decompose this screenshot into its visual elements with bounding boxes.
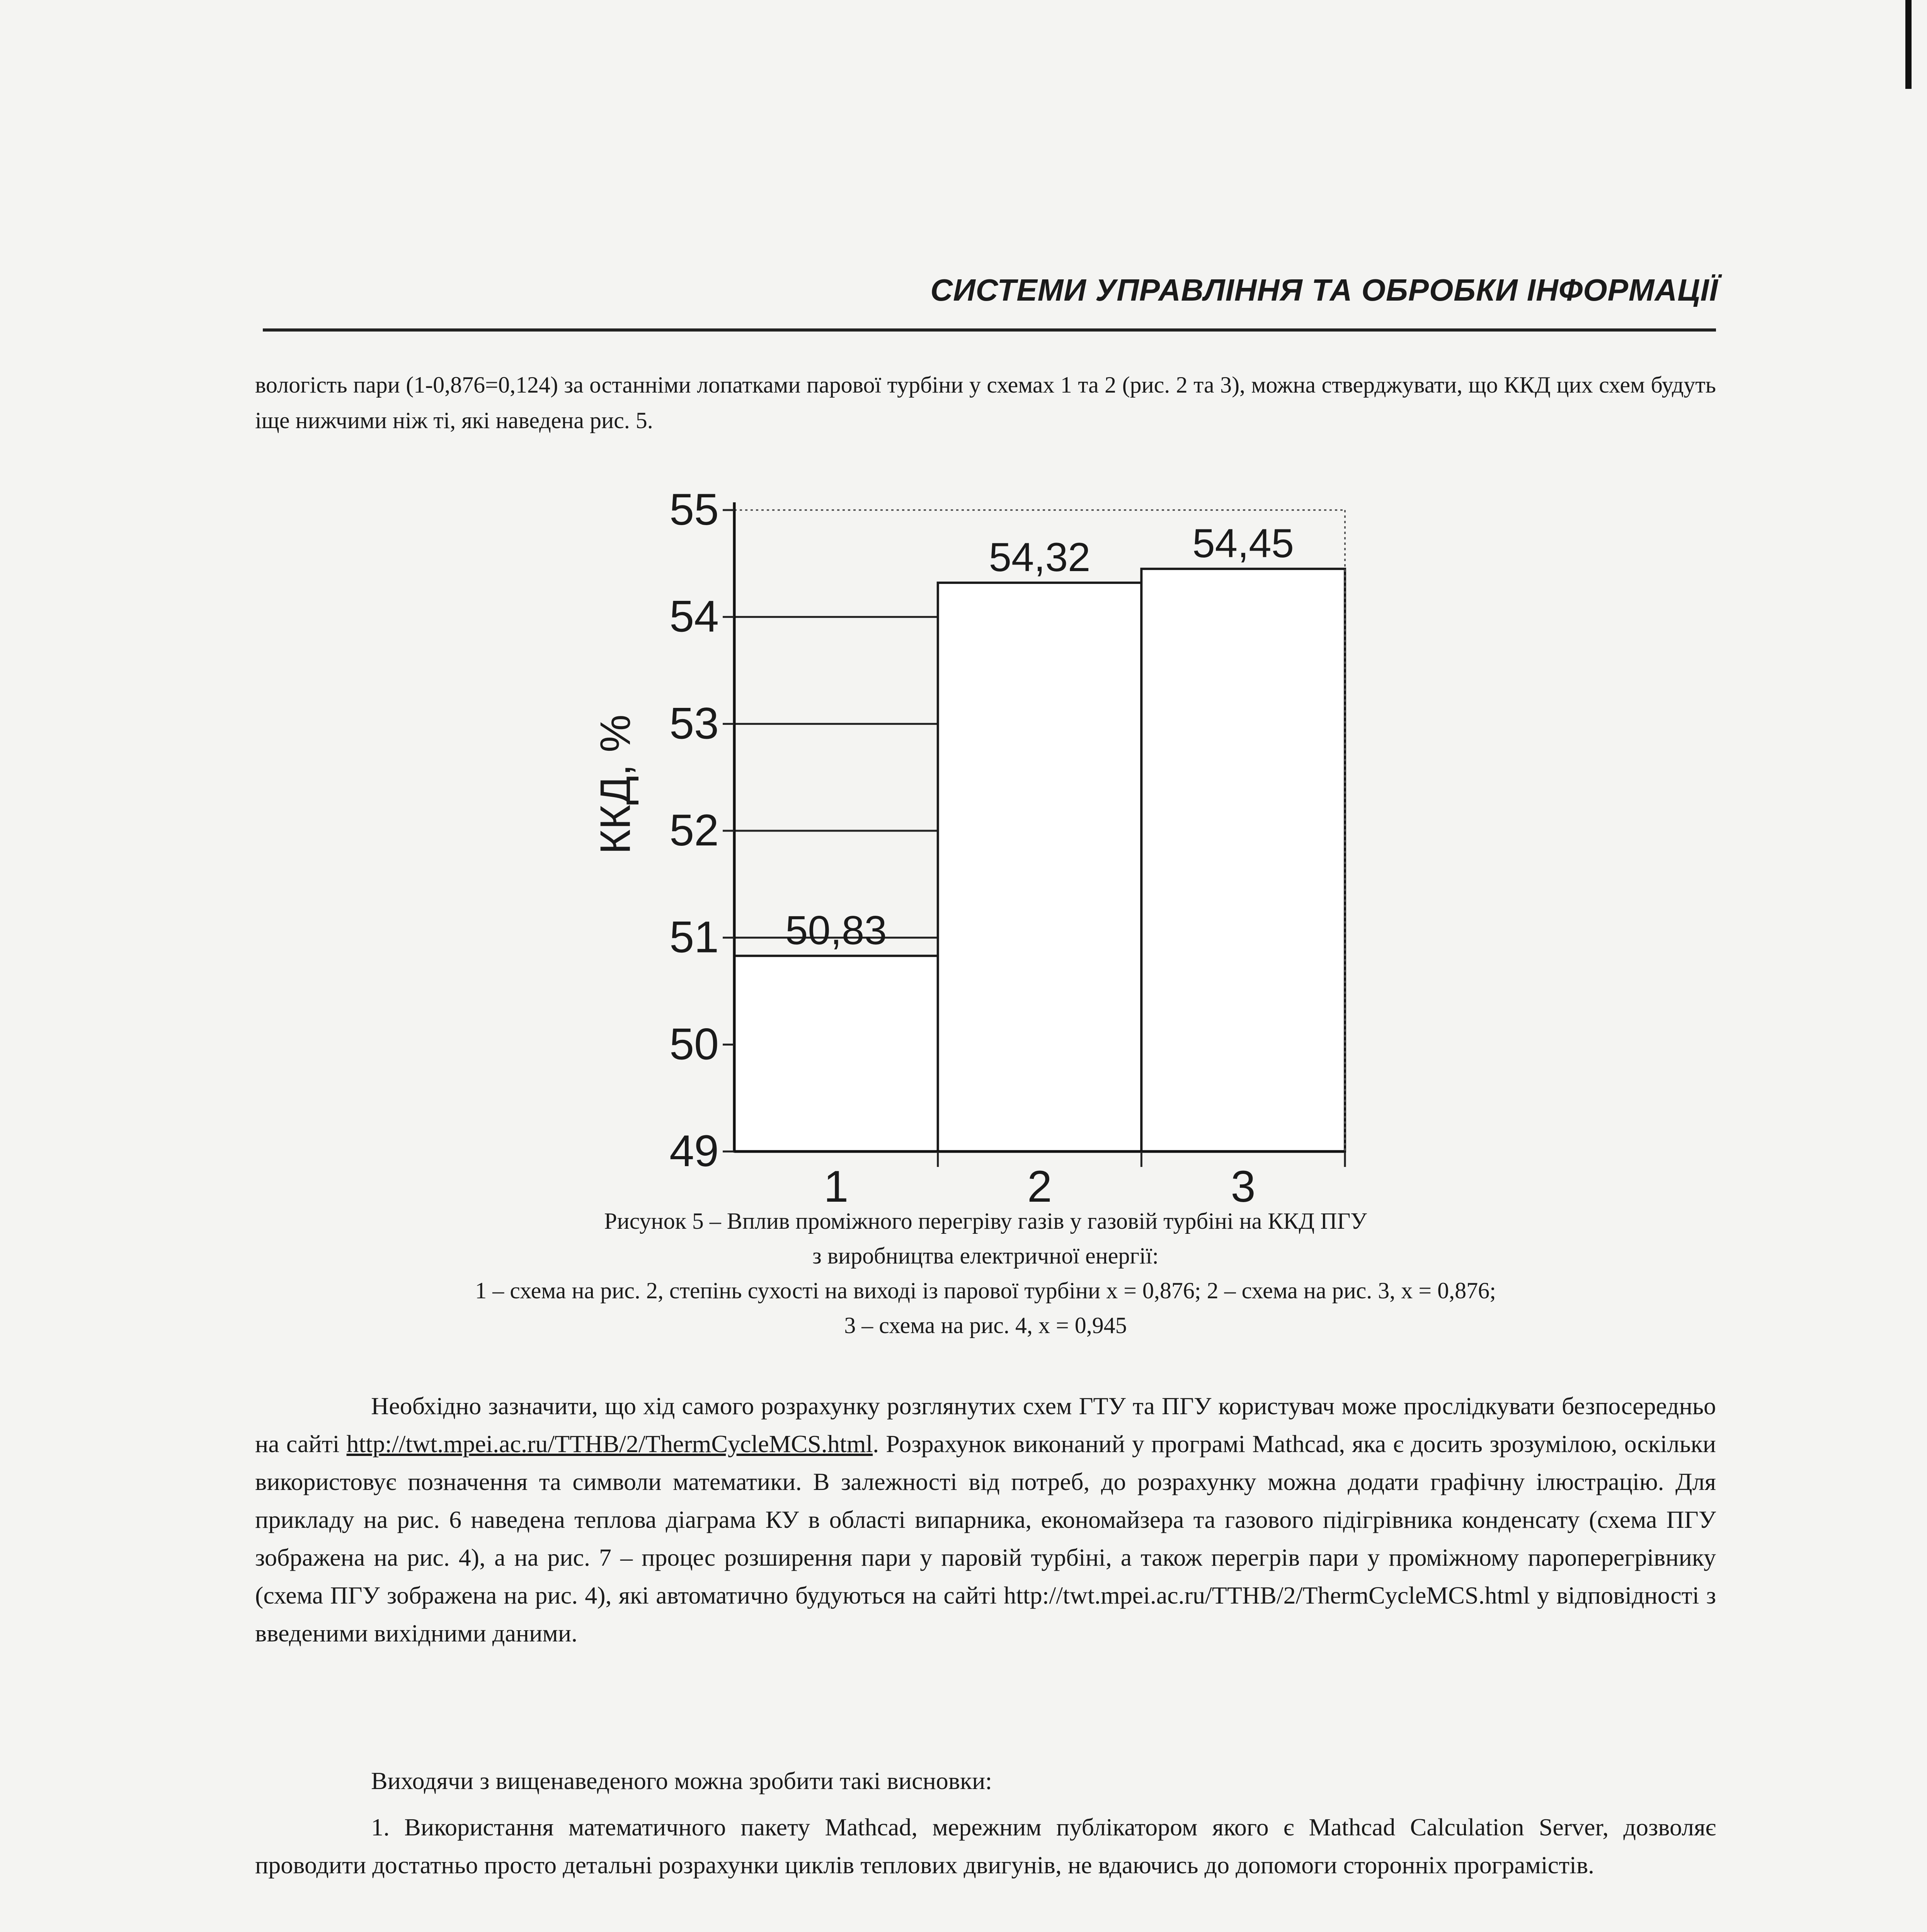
paragraph-1: Необхідно зазначити, що хід самого розрахунку розглянутих схем ГТУ та ПГУ користувач може прослідкувати безпосередньо на сайті http://twt.mpei.ac.ru/TTHB/2/ThermCycleMCS.html. Розрахунок виконаний у програмі Mathcad, яка є досить зрозумілою, оскільки використовує позначення та символи математики. В залежності від потреб, до розрахунку можна додати графічну ілюстрацію. Для прикладу на рис. 6 наведена теплова діаграма КУ в області випарника, економайзера та газового підігрівника конденсату (схема ПГУ зображена на рис. 4), а на рис. 7 – процес розширення пари у паровій турбіні, а також перегрів пари у проміжному пароперегрівнику (схема ПГУ зображена на рис. 4), які автоматично будуються на сайті http://twt.mpei.ac.ru/TTHB/2/ThermCycleMCS.html у відповідності з введеними вихідними даними. bbox=[255, 1392, 1716, 1647]
running-header: СИСТЕМИ УПРАВЛІННЯ ТА ОБРОБКИ ІНФОРМАЦІЇ bbox=[930, 273, 1718, 307]
bar-value-label: 54,45 bbox=[1192, 521, 1294, 566]
bar-value-label: 54,32 bbox=[989, 535, 1091, 580]
x-tick-label: 3 bbox=[1231, 1162, 1256, 1211]
bar bbox=[1141, 569, 1345, 1151]
figure-caption-line2: з виробництва електричної енергії: bbox=[812, 1243, 1159, 1269]
figure-caption-line1: Рисунок 5 – Вплив проміжного перегріву газів у газовій турбіні на ККД ПГУ bbox=[604, 1208, 1367, 1234]
figure-caption-line3: 1 – схема на рис. 2, степінь сухості на виході із парової турбіни x = 0,876; 2 – схема на рис. 3, x = 0,876; bbox=[475, 1278, 1496, 1303]
y-tick-label: 51 bbox=[669, 912, 719, 962]
header-rule bbox=[263, 328, 1716, 332]
bar-value-label: 50,83 bbox=[785, 908, 887, 953]
bar bbox=[938, 583, 1142, 1151]
y-tick-label: 54 bbox=[669, 592, 719, 641]
chart-x-ticks bbox=[824, 1151, 1345, 1211]
paragraph-conclusions-intro: Виходячи з вищенаведеного можна зробити такі висновки: bbox=[371, 1767, 992, 1794]
y-tick-label: 49 bbox=[669, 1126, 719, 1176]
scan-edge-mark bbox=[1905, 0, 1912, 89]
y-axis-label: ККД, % bbox=[592, 714, 639, 854]
bar bbox=[734, 956, 938, 1151]
y-tick-label: 50 bbox=[669, 1019, 719, 1069]
y-tick-label: 55 bbox=[669, 485, 719, 534]
bar-chart bbox=[502, 468, 1391, 1221]
intro-paragraph: вологість пари (1-0,876=0,124) за останніми лопатками парової турбіни у схемах 1 та 2 (рис. 2 та 3), можна стверджувати, що ККД цих схем будуть іще нижчими ніж ті, які наведена рис. 5. bbox=[255, 372, 1716, 433]
conclusion-2 bbox=[255, 1928, 1716, 1932]
conclusion-1: 1. Використання математичного пакету Mathcad, мережним публікатором якого є Mathcad Calculation Server, дозволяє проводити достатньо просто детальні розрахунки циклів теплових двигунів, не вдаючись до допомоги сторонніх програмістів. bbox=[255, 1813, 1716, 1879]
y-tick-label: 52 bbox=[669, 806, 719, 855]
figure-caption-line4: 3 – схема на рис. 4, x = 0,945 bbox=[844, 1313, 1127, 1338]
site-link[interactable]: http://twt.mpei.ac.ru/TTHB/2/ThermCycleMCS.html bbox=[346, 1430, 873, 1458]
x-tick-label: 2 bbox=[1027, 1162, 1052, 1211]
chart-y-ticks bbox=[669, 485, 734, 1176]
x-tick-label: 1 bbox=[824, 1162, 849, 1211]
chart-bars bbox=[734, 569, 1345, 1151]
y-tick-label: 53 bbox=[669, 699, 719, 748]
